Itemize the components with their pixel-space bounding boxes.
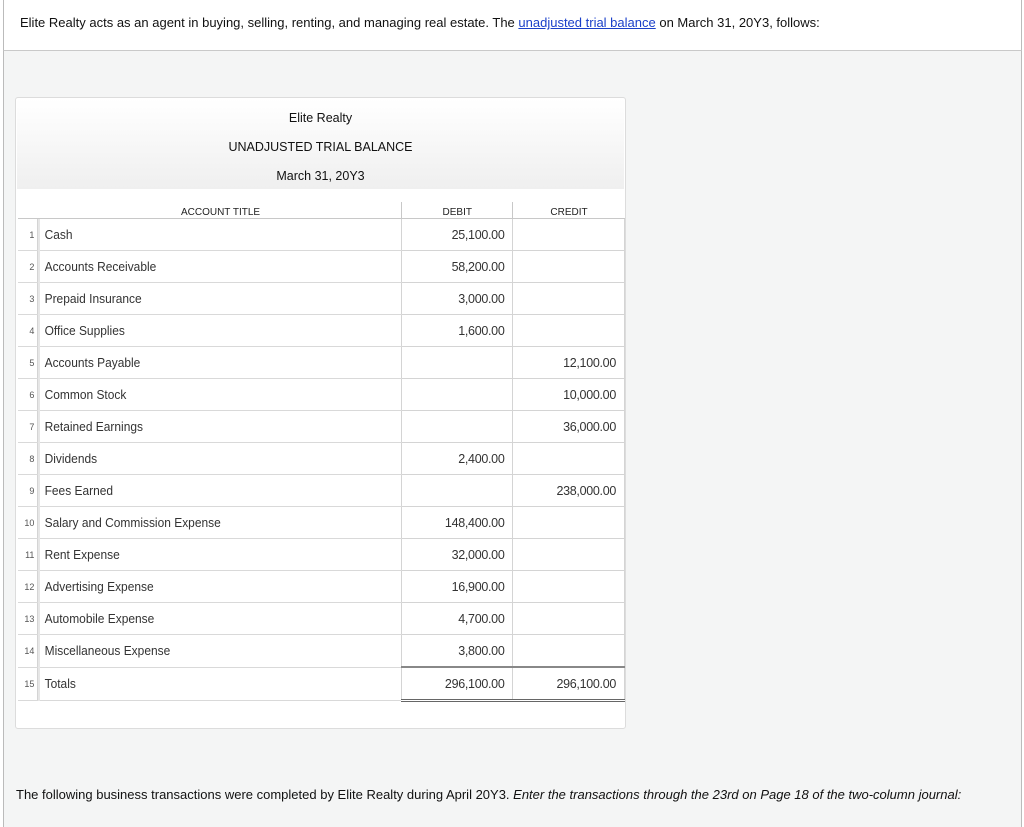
rownum-header: [18, 202, 38, 219]
account-title-cell[interactable]: [40, 667, 402, 701]
credit-cell[interactable]: [513, 539, 625, 571]
trial-balance-body: [18, 219, 625, 701]
debit-cell[interactable]: 148,400.00: [402, 507, 513, 539]
table-row: [18, 347, 625, 379]
table-row: [18, 635, 625, 668]
account-title-text: Salary and Commission Expense: [44, 515, 221, 530]
table-row: [18, 507, 625, 539]
account-title-cell[interactable]: [40, 315, 402, 347]
intro-paragraph: [20, 15, 820, 30]
credit-cell[interactable]: [513, 219, 625, 251]
account-title-text: Dividends: [44, 451, 98, 466]
account-title-cell[interactable]: [40, 475, 402, 507]
account-title-text: Automobile Expense: [44, 611, 155, 626]
account-title-cell[interactable]: [40, 283, 402, 315]
closing-text: The following business transactions were completed by Elite Realty during April 20Y3.: [16, 787, 514, 802]
credit-cell[interactable]: [513, 283, 625, 315]
debit-cell[interactable]: [402, 379, 513, 411]
row-number: 5: [18, 347, 38, 379]
row-number: 1: [18, 219, 38, 251]
unadjusted-trial-balance-link[interactable]: unadjusted trial balance: [518, 15, 656, 30]
account-title-cell[interactable]: [40, 539, 402, 571]
credit-header: CREDIT: [513, 202, 625, 219]
statement-date: March 31, 20Y3: [276, 169, 365, 183]
account-title-cell[interactable]: [40, 507, 402, 539]
table-row: [18, 219, 625, 251]
credit-cell[interactable]: [513, 315, 625, 347]
row-number: 13: [18, 603, 38, 635]
account-title-cell[interactable]: [40, 411, 402, 443]
account-title-text: Common Stock: [44, 387, 127, 402]
table-row: [18, 283, 625, 315]
closing-paragraph: [16, 787, 961, 802]
account-title-cell[interactable]: [40, 219, 402, 251]
debit-cell[interactable]: 58,200.00: [402, 251, 513, 283]
debit-cell[interactable]: 296,100.00: [402, 667, 513, 701]
row-number: 12: [18, 571, 38, 603]
credit-cell[interactable]: [513, 507, 625, 539]
credit-cell[interactable]: [513, 603, 625, 635]
company-name: Elite Realty: [288, 111, 353, 125]
row-number: 10: [18, 507, 38, 539]
table-row: [18, 379, 625, 411]
account-title-cell[interactable]: [40, 635, 402, 668]
intro-text-before: Elite Realty acts as an agent in buying, selling, renting, and managing real estate. The: [20, 15, 519, 30]
trial-balance-card: [15, 97, 626, 729]
debit-cell[interactable]: 2,400.00: [402, 443, 513, 475]
table-row: [18, 667, 625, 701]
account-title-cell[interactable]: [40, 379, 402, 411]
table-row: [18, 603, 625, 635]
account-title-text: Accounts Receivable: [44, 259, 157, 274]
account-title-cell[interactable]: [40, 347, 402, 379]
account-title-text: Miscellaneous Expense: [44, 643, 171, 659]
account-title-text: Advertising Expense: [44, 579, 154, 594]
debit-cell[interactable]: [402, 411, 513, 443]
table-row: [18, 315, 625, 347]
row-number: 11: [18, 539, 38, 571]
statement-title: UNADJUSTED TRIAL BALANCE: [228, 140, 413, 154]
account-title-text: Retained Earnings: [44, 419, 144, 434]
debit-cell[interactable]: 32,000.00: [402, 539, 513, 571]
intro-bar: [3, 0, 1022, 51]
trial-balance-table: [18, 202, 625, 702]
debit-cell[interactable]: 3,800.00: [402, 635, 513, 668]
debit-cell[interactable]: [402, 347, 513, 379]
account-title-text: Cash: [44, 227, 73, 242]
debit-cell[interactable]: 4,700.00: [402, 603, 513, 635]
credit-cell[interactable]: [513, 635, 625, 668]
debit-cell[interactable]: [402, 475, 513, 507]
table-row: [18, 251, 625, 283]
intro-text-after: on March 31, 20Y3, follows:: [655, 15, 820, 30]
row-number: 8: [18, 443, 38, 475]
debit-cell[interactable]: 3,000.00: [402, 283, 513, 315]
account-title-text: Accounts Payable: [44, 355, 141, 370]
debit-cell[interactable]: 25,100.00: [402, 219, 513, 251]
row-number: 7: [18, 411, 38, 443]
credit-cell[interactable]: [513, 571, 625, 603]
debit-cell[interactable]: 1,600.00: [402, 315, 513, 347]
account-title-cell[interactable]: [40, 251, 402, 283]
row-number: 15: [18, 667, 38, 701]
table-row: [18, 571, 625, 603]
table-row: [18, 475, 625, 507]
account-title-text: Rent Expense: [44, 547, 120, 562]
row-number: 2: [18, 251, 38, 283]
table-row: [18, 443, 625, 475]
credit-cell[interactable]: [513, 443, 625, 475]
credit-cell[interactable]: 12,100.00: [513, 347, 625, 379]
table-row: [18, 411, 625, 443]
account-title-text: Office Supplies: [44, 323, 125, 338]
debit-cell[interactable]: 16,900.00: [402, 571, 513, 603]
account-title-cell[interactable]: [40, 603, 402, 635]
credit-cell[interactable]: 296,100.00: [513, 667, 625, 701]
debit-header: DEBIT: [402, 202, 513, 219]
account-title-cell[interactable]: [40, 571, 402, 603]
table-row: [18, 539, 625, 571]
credit-cell[interactable]: 10,000.00: [513, 379, 625, 411]
row-number: 6: [18, 379, 38, 411]
row-number: 3: [18, 283, 38, 315]
account-title-text: Fees Earned: [44, 483, 114, 498]
row-number: 9: [18, 475, 38, 507]
account-title-text: Prepaid Insurance: [44, 291, 142, 306]
credit-cell[interactable]: [513, 251, 625, 283]
account-title-cell[interactable]: [40, 443, 402, 475]
row-number: 4: [18, 315, 38, 347]
credit-cell[interactable]: 36,000.00: [513, 411, 625, 443]
closing-instruction: Enter the transactions through the 23rd on Page 18 of the two-column journal:: [513, 787, 962, 802]
account-title-header: ACCOUNT TITLE: [40, 202, 402, 219]
row-number: 14: [18, 635, 38, 668]
account-title-text: Totals: [44, 676, 76, 692]
trial-balance-header: [17, 99, 624, 189]
credit-cell[interactable]: 238,000.00: [513, 475, 625, 507]
